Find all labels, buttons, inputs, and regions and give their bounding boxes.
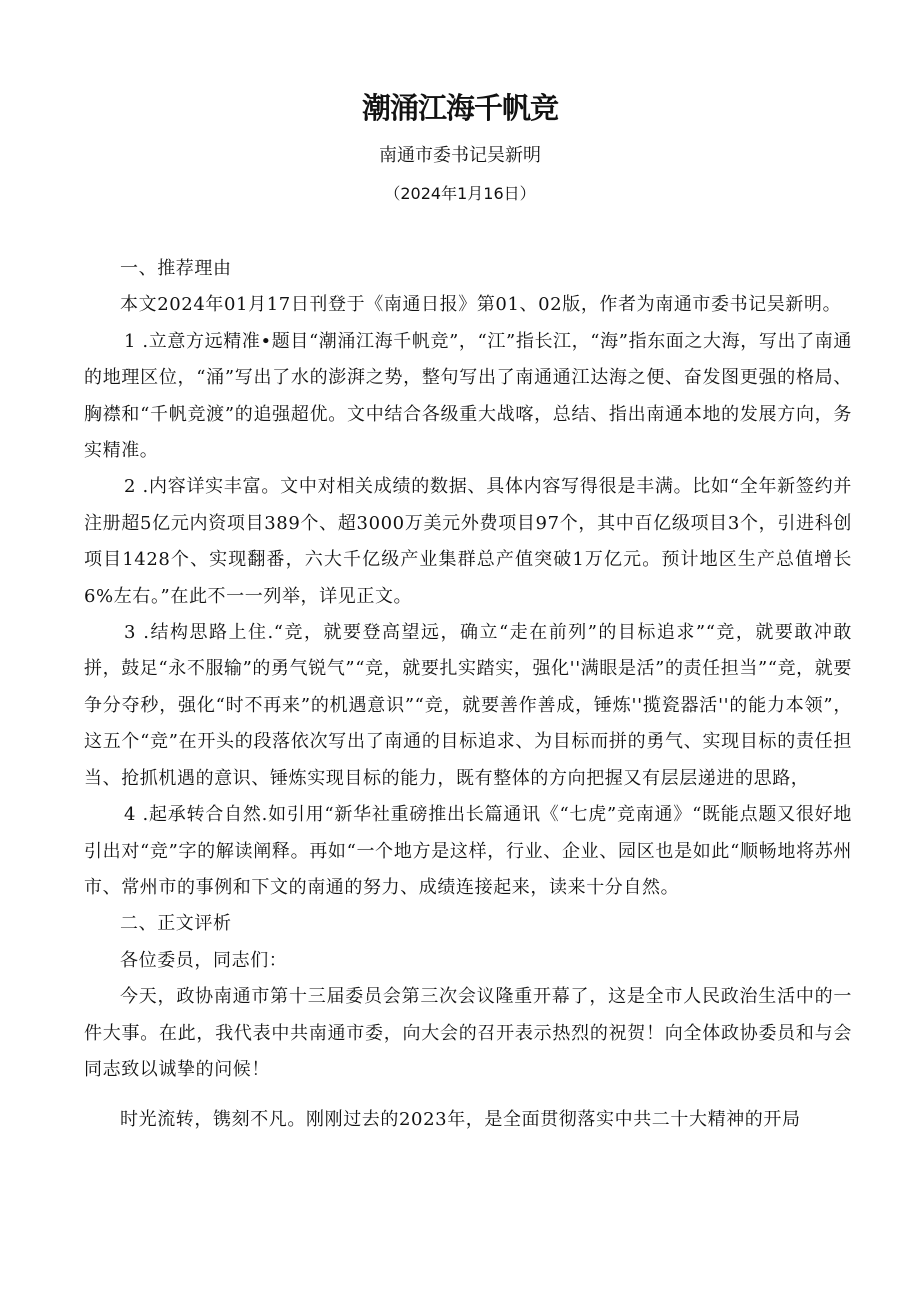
salutation: 各位委员，同志们：: [120, 949, 288, 971]
point-1-paragraph: 1 .立意方远精准•题目“潮涌江海千帆竞”，“江”指长江，“海”指东面之大海，写出了南通的地理区位，“涌”写出了水的澎湃之势，整句写出了南通通江达海之便、奋发图更强的格局、胸襟和“千帆竞渡”的追强超优。文中结合各级重大战喀，总结、指出南通本地的发展方向，务实精准。: [84, 330, 852, 462]
speech-paragraph-1: 今天，政协南通市第十三届委员会第三次会议隆重开幕了，这是全市人民政治生活中的一件大事。在此，我代表中共南通市委，向大会的召开表示热烈的祝贺！向全体政协委员和与会同志致以诚挚的问候！: [84, 986, 852, 1080]
author-line: 南通市委书记吴新明: [379, 145, 541, 166]
point-3-paragraph: 3 .结构思路上住.“竞，就要登高望远，确立“走在前列”的目标追求”“竞，就要敢冲敢拼，鼓足“永不服输”的勇气锐气”“竞，就要扎实踏实，强化''满眼是活”的责任担当”“竞，就要争分夺秒，强化“时不再来”的机遇意识”“竞，就要善作善成，锤炼''揽瓷器活''的能力本领”，这五个“竞”在开头的段落依次写出了南通的目标追求、为目标而拼的勇气、实现目标的责任担当、抢抓机遇的意识、锤炼实现目标的能力，既有整体的方向把握又有层层递进的思路，: [84, 622, 852, 789]
point-2-paragraph: 2 .内容详实丰富。文中对相关成绩的数据、具体内容写得很是丰满。比如“全年新签约并注册超5亿元内资项目389个、超3000万美元外费项目97个，其中百亿级项目3个，引进科创项目1428个、实现翻番，六大千亿级产业集群总产值突破1万亿元。预计地区生产总值增长6%左右。”在此不一一列举，详见正文。: [84, 476, 852, 607]
point-4-paragraph: 4 .起承转合自然.如引用“新华社重磅推出长篇通讯《“七虎”竞南通》“既能点题又很好地引出对“竞”字的解读阐释。再如“一个地方是这样，行业、企业、园区也是如此“顺畅地将苏州市、常州市的事例和下文的南通的努力、成绩连接起来，读来十分自然。: [84, 804, 852, 898]
document-body: [84, 251, 852, 1139]
date-line: （2024年1月16日）: [384, 184, 536, 203]
section-heading-analysis: 二、正文评析: [120, 913, 232, 935]
intro-paragraph: 本文2024年01月17日刊登于《南通日报》第01、02版，作者为南通市委书记吴新明。: [120, 294, 842, 316]
document-title: 潮涌江海千帆竞: [361, 91, 558, 125]
section-heading-recommendation: 一、推荐理由: [120, 258, 232, 279]
speech-paragraph-2: 时光流转，镌刻不凡。刚刚过去的2023年，是全面贯彻落实中共二十大精神的开局: [120, 1109, 801, 1131]
